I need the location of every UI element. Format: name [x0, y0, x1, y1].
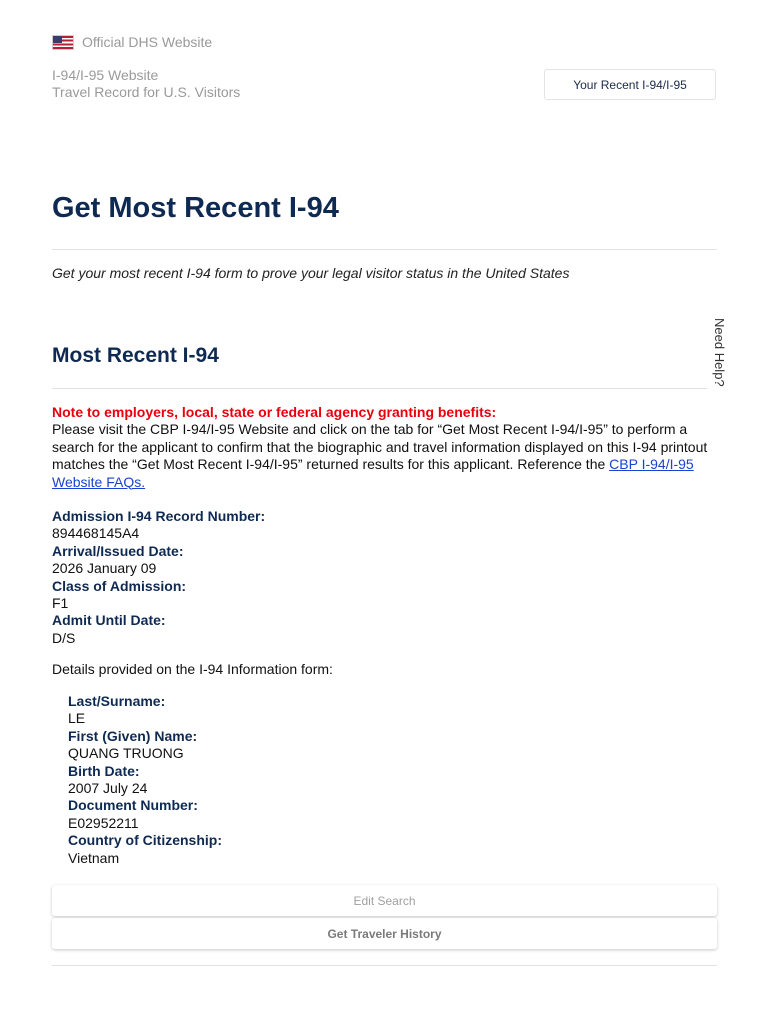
- official-label: Official DHS Website: [82, 34, 213, 50]
- given-name-value: QUANG TRUONG: [68, 745, 184, 762]
- get-traveler-history-button[interactable]: Get Traveler History: [52, 918, 717, 949]
- class-of-admission-label: Class of Admission:: [52, 577, 187, 594]
- details-intro: Details provided on the I-94 Information form:: [52, 661, 333, 677]
- site-subtitle: Travel Record for U.S. Visitors: [52, 84, 241, 100]
- official-dhs-banner: [52, 34, 212, 50]
- class-of-admission-value: F1: [52, 595, 69, 612]
- edit-search-button[interactable]: Edit Search: [52, 885, 717, 916]
- need-help-label: Need Help?: [712, 318, 727, 387]
- need-help-tab[interactable]: [705, 318, 733, 398]
- admission-number-value: 894468145A4: [52, 525, 140, 542]
- citizenship-label: Country of Citizenship:: [68, 832, 222, 849]
- document-number-label: Document Number:: [68, 797, 198, 814]
- footer-divider: [52, 965, 717, 966]
- site-name[interactable]: [52, 67, 240, 101]
- title-divider: [52, 249, 717, 250]
- surname-value: LE: [68, 710, 86, 727]
- admit-until-label: Admit Until Date:: [52, 612, 166, 629]
- section-title: Most Recent I-94: [52, 344, 219, 367]
- birth-date-label: Birth Date:: [68, 762, 140, 779]
- arrival-date-label: Arrival/Issued Date:: [52, 542, 184, 559]
- employer-note-warning: Note to employers, local, state or federal agency granting benefits:: [52, 404, 497, 420]
- record-details: [52, 508, 265, 647]
- your-recent-i94-button[interactable]: Your Recent I-94/I-95: [544, 69, 716, 100]
- employer-note-body: Please visit the CBP I-94/I-95 Website and click on the tab for “Get Most Recent I-94/I-95” to perform a search for the applicant to confirm that the biographic and travel information displayed on this I-94 printout matches the “Get Most Recent I-94/I-95” returned results for this applicant. Reference the: [52, 421, 708, 473]
- page-title: Get Most Recent I-94: [52, 192, 339, 224]
- us-flag-icon: [52, 35, 74, 50]
- admission-number-label: Admission I-94 Record Number:: [52, 508, 266, 524]
- admit-until-value: D/S: [52, 629, 76, 646]
- information-form-details: [68, 693, 222, 867]
- citizenship-value: Vietnam: [68, 849, 120, 866]
- surname-label: Last/Surname:: [68, 693, 166, 709]
- arrival-date-value: 2026 January 09: [52, 560, 157, 577]
- employer-note: [52, 404, 712, 491]
- given-name-label: First (Given) Name:: [68, 727, 198, 744]
- site-title[interactable]: I-94/I-95 Website: [52, 67, 159, 83]
- section-divider: [52, 388, 707, 389]
- document-number-value: E02952211: [68, 814, 139, 831]
- faq-link[interactable]: CBP I-94/I-95 Website FAQs.: [52, 456, 694, 490]
- birth-date-value: 2007 July 24: [68, 780, 148, 797]
- page-subtitle: Get your most recent I-94 form to prove your legal visitor status in the United States: [52, 265, 570, 281]
